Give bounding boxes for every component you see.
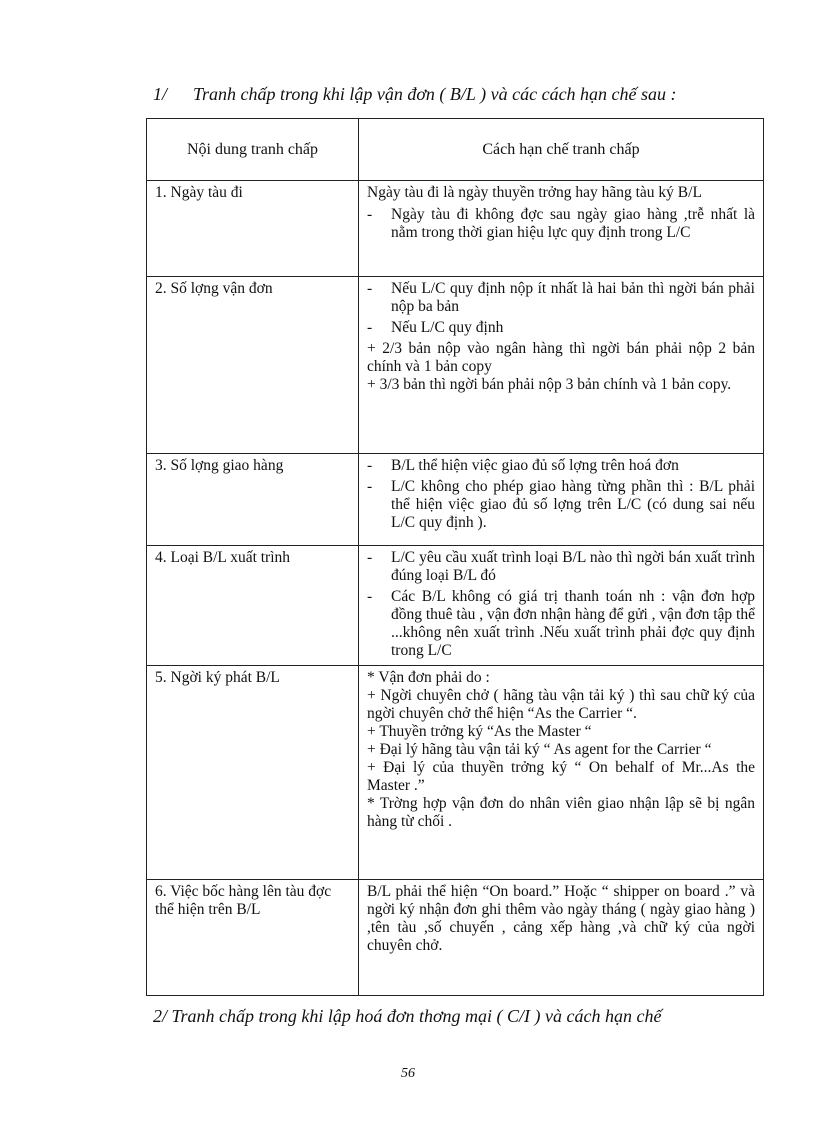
- row-topic: 4. Loại B/L xuất trình: [147, 546, 359, 666]
- dash-marker: -: [367, 478, 373, 495]
- method-line: + Thuyền trởng ký “As the Master “: [367, 723, 592, 740]
- header-limitation-method: Cách hạn chế tranh chấp: [359, 119, 764, 181]
- method-line: + 3/3 bản thì ngời bán phải nộp 3 bản chính và 1 bản copy.: [367, 376, 732, 393]
- row-topic: 1. Ngày tàu đi: [147, 181, 359, 277]
- section-heading-1: [153, 84, 677, 105]
- dash-marker: -: [367, 457, 373, 474]
- header-dispute-content: Nội dung tranh chấp: [147, 119, 359, 181]
- page-number: 56: [401, 1066, 415, 1081]
- section-heading-1-text: Tranh chấp trong khi lập vận đơn ( B/L ) và các cách hạn chế sau :: [193, 84, 677, 104]
- table-row: [147, 277, 764, 454]
- row-method: [359, 454, 764, 546]
- dash-marker: -: [367, 206, 373, 223]
- method-line: + Ngời chuyên chở ( hãng tàu vận tải ký ) thì sau chữ ký của ngời chuyên chở thể hiện “As the Carrier “.: [367, 687, 755, 722]
- row-method: [359, 277, 764, 454]
- dash-marker: -: [367, 549, 373, 566]
- table-row: [147, 181, 764, 277]
- method-line: + 2/3 bản nộp vào ngân hàng thì ngời bán phải nộp 2 bản chính và 1 bản copy: [367, 340, 755, 375]
- dash-marker: -: [367, 588, 373, 605]
- method-bullet: - L/C yêu cầu xuất trình loại B/L nào thì ngời bán xuất trình đúng loại B/L đó: [367, 549, 755, 584]
- dash-marker: -: [367, 319, 373, 336]
- dispute-table: [146, 118, 764, 996]
- method-bullet: - Nếu L/C quy định nộp ít nhất là hai bản thì ngời bán phải nộp ba bản: [367, 280, 755, 315]
- table-header-row: [147, 119, 764, 181]
- method-bullet: - Nếu L/C quy định: [367, 319, 504, 336]
- row-topic: 3. Số lợng giao hàng: [147, 454, 359, 546]
- section-heading-1-number: 1/: [153, 84, 168, 104]
- method-line: * Vận đơn phải do :: [367, 669, 490, 686]
- table-row: [147, 666, 764, 880]
- section-heading-2: 2/ Tranh chấp trong khi lập hoá đơn thơng mại ( C/I ) và cách hạn chế: [153, 1006, 662, 1026]
- method-bullet: - B/L thể hiện việc giao đủ số lợng trên hoá đơn: [367, 457, 679, 474]
- method-bullet: - Các B/L không có giá trị thanh toán nh : vận đơn hợp đồng thuê tàu , vận đơn nhận hàng để gửi , vận đơn tập thể ...không nên xuất trình .Nếu xuất trình phải đợc quy định trong L/C: [367, 588, 755, 659]
- table-row: [147, 880, 764, 996]
- row-method: [359, 546, 764, 666]
- method-bullet: - Ngày tàu đi không đợc sau ngày giao hàng ,trễ nhất là nằm trong thời gian hiệu lực quy định trong L/C: [367, 206, 755, 241]
- method-line: * Trờng hợp vận đơn do nhân viên giao nhận lập sẽ bị ngân hàng từ chối .: [367, 795, 755, 830]
- row-topic: 2. Số lợng vận đơn: [147, 277, 359, 454]
- method-line: Ngày tàu đi là ngày thuyền trởng hay hãng tàu ký B/L: [367, 184, 702, 201]
- table-row: [147, 546, 764, 666]
- row-method: [359, 181, 764, 277]
- method-line: + Đại lý của thuyền trởng ký “ On behalf of Mr...As the Master .”: [367, 759, 755, 794]
- row-topic: 6. Việc bốc hàng lên tàu đợc thể hiện trên B/L: [147, 880, 359, 996]
- row-topic: 5. Ngời ký phát B/L: [147, 666, 359, 880]
- method-line: + Đại lý hãng tàu vận tải ký “ As agent for the Carrier “: [367, 741, 712, 758]
- method-line: B/L phải thể hiện “On board.” Hoặc “ shipper on board .” và ngời ký nhận đơn ghi thêm vào ngày tháng ( ngày giao hàng ) ,tên tàu ,số chuyến , cảng xếp hàng ,và chữ ký của ngời chuyên chở.: [367, 883, 755, 954]
- method-bullet: - L/C không cho phép giao hàng từng phần thì : B/L phải thể hiện việc giao đủ số lợng trên L/C (có dung sai nếu L/C quy định ).: [367, 478, 755, 531]
- row-method: [359, 666, 764, 880]
- table-row: [147, 454, 764, 546]
- row-method: [359, 880, 764, 996]
- dash-marker: -: [367, 280, 373, 297]
